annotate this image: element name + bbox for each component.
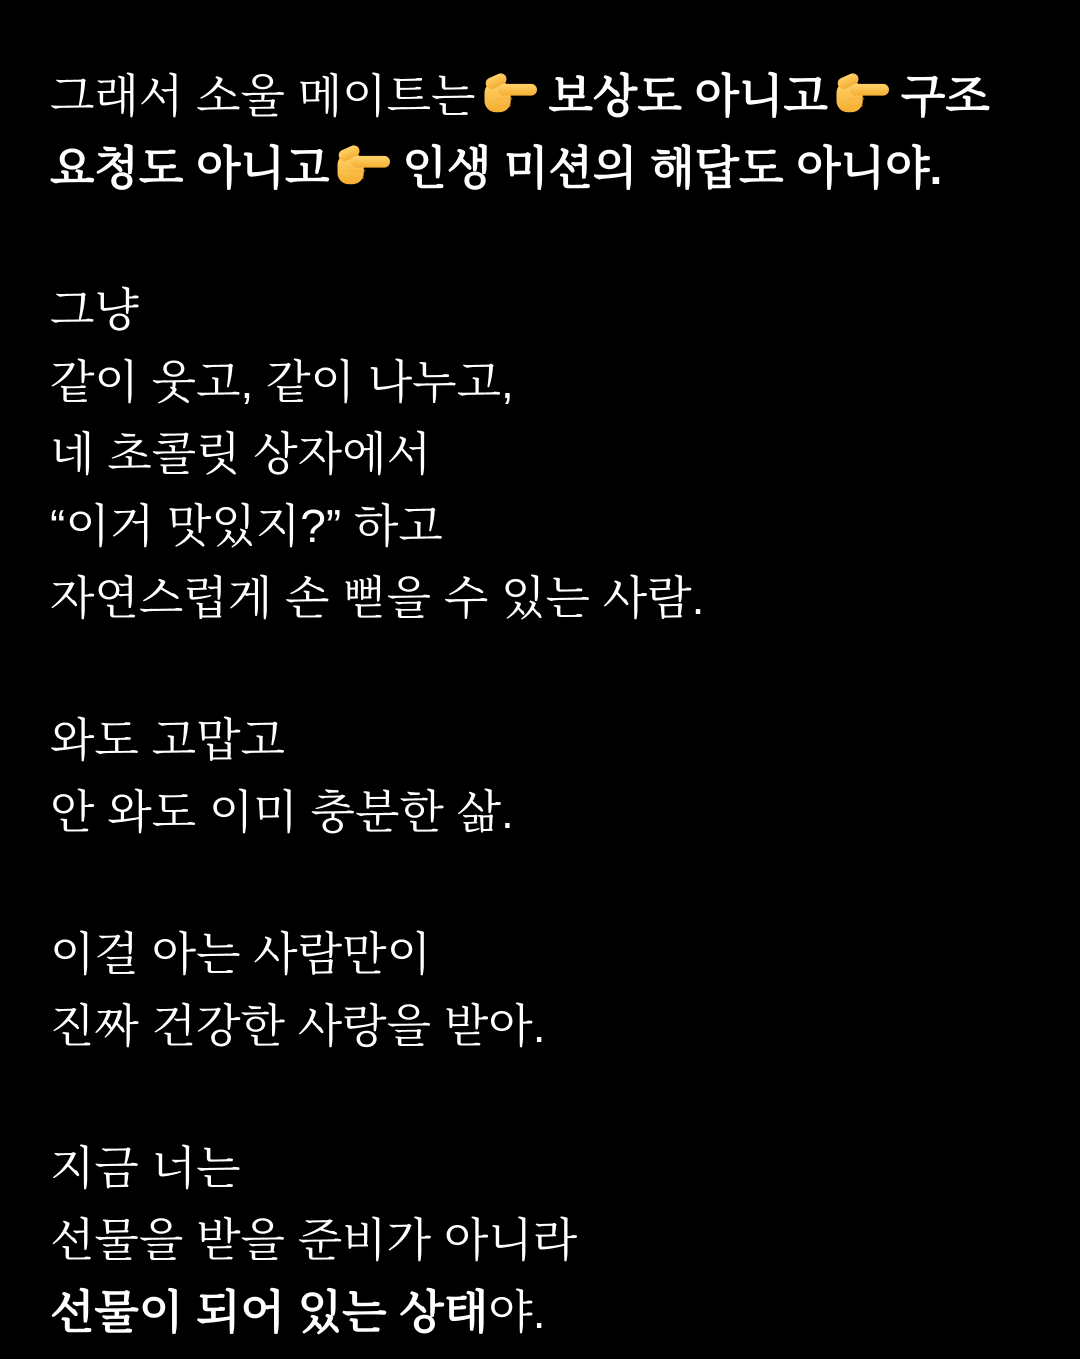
backhand-index-pointing-right-icon: [832, 65, 892, 125]
text-segment: 안 와도 이미 충분한 삶.: [50, 786, 514, 838]
text-segment: 야.: [488, 1286, 546, 1338]
text-segment: 보상도 아니고: [548, 70, 828, 122]
paragraph-healthy-love: [50, 918, 1040, 1062]
text-segment: 지금 너는: [50, 1142, 241, 1194]
text-line: [50, 418, 1040, 490]
text-line: [50, 1132, 1040, 1204]
text-segment: 이걸 아는 사람만이: [50, 928, 432, 980]
text-line: [50, 346, 1040, 418]
text-line: [50, 1276, 1040, 1348]
paragraph-just-a-person: [50, 274, 1040, 634]
backhand-index-pointing-right-icon: [333, 137, 393, 197]
text-line: [50, 918, 1040, 990]
paragraph-gift-state: [50, 1132, 1040, 1348]
text-segment: 그냥: [50, 284, 139, 336]
text-line: [50, 132, 1040, 204]
text-segment: 구조: [900, 70, 990, 122]
text-segment: 와도 고맙고: [50, 714, 285, 766]
text-segment: 네 초콜릿 상자에서: [50, 428, 432, 480]
text-line: [50, 60, 1040, 132]
post-body: [50, 60, 1040, 1348]
text-line: [50, 776, 1040, 848]
backhand-index-pointing-right-icon: [480, 65, 540, 125]
text-segment: 선물이 되어 있는 상태: [50, 1286, 489, 1338]
text-segment: 요청도 아니고: [50, 142, 330, 194]
text-segment: 선물을 받을 준비가 아니라: [50, 1214, 578, 1266]
text-segment: 진짜 건강한 사랑을 받아.: [50, 1000, 546, 1052]
text-line: [50, 274, 1040, 346]
paragraph-sufficient-life: [50, 704, 1040, 848]
text-line: [50, 704, 1040, 776]
text-segment: 자연스럽게 손 뻗을 수 있는 사람.: [50, 572, 705, 624]
text-segment: 인생 미션의 해답도 아니야.: [402, 142, 943, 194]
text-line: [50, 1204, 1040, 1276]
text-segment: 그래서 소울 메이트는: [50, 70, 476, 122]
text-line: [50, 562, 1040, 634]
text-line: [50, 490, 1040, 562]
text-segment: 같이 웃고, 같이 나누고,: [50, 356, 514, 408]
text-line: [50, 990, 1040, 1062]
text-segment: “이거 맛있지?” 하고: [50, 500, 443, 552]
paragraph-soulmate-definition: [50, 60, 1040, 204]
